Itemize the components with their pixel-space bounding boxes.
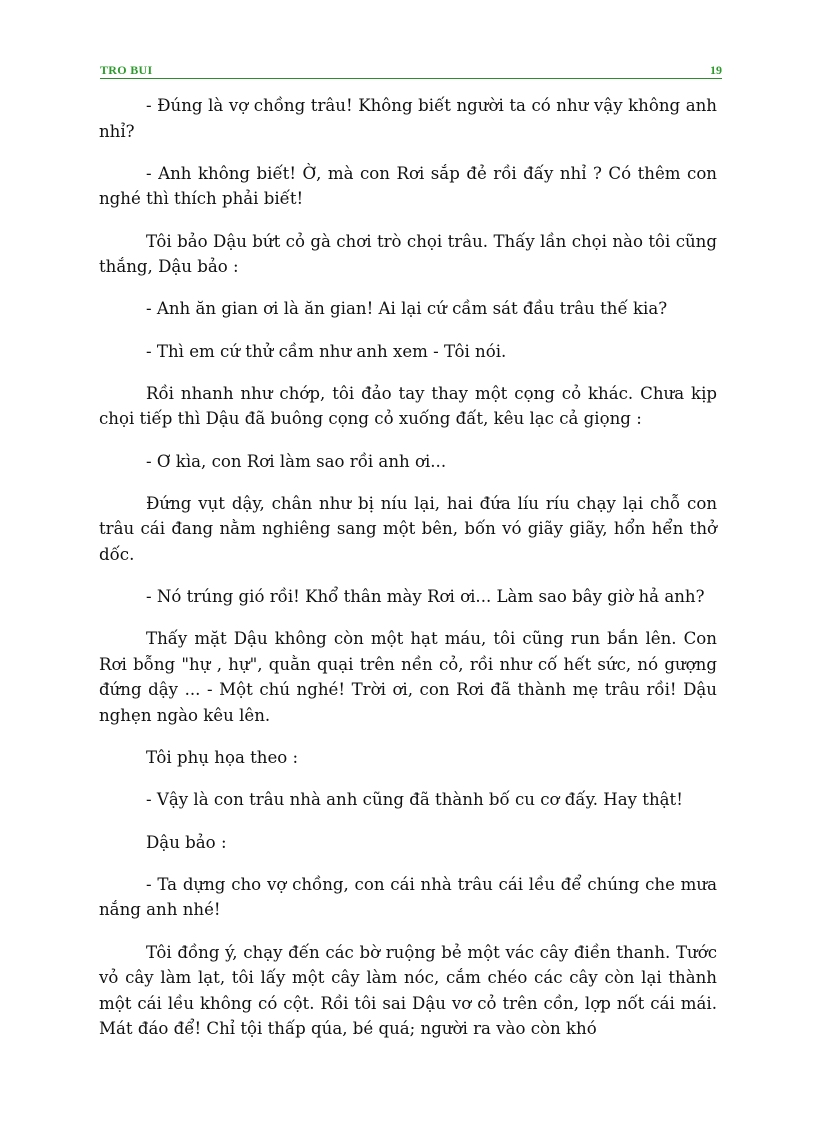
paragraph: - Vậy là con trâu nhà anh cũng đã thành bố cu cơ đấy. Hay thật! (146, 790, 683, 810)
paragraph: - Anh không biết! Ờ, mà con Rơi sắp đẻ rồi đấy nhỉ ? Có thêm con nghé thì thích phải biết! (99, 163, 717, 209)
paragraph: Dậu bảo : (146, 832, 227, 852)
paragraph: - Thì em cứ thử cầm như anh xem - Tôi nói. (146, 341, 507, 361)
paragraph: Đứng vụt dậy, chân như bị níu lại, hai đứa líu ríu chạy lại chỗ con trâu cái đang nằm nghiêng sang một bên, bốn vó giãy giãy, hổn hển thở dốc. (99, 493, 717, 564)
book-title: TRO BUI (100, 63, 153, 77)
page-number: 19 (710, 63, 722, 77)
paragraph: Thấy mặt Dậu không còn một hạt máu, tôi cũng run bắn lên. Con Rơi bỗng "hự , hự", quằn quại trên nền cỏ, rồi như cố hết sức, nó gượng đứng dậy ... - Một chú nghé! Trời ơi, con Rơi đã thành mẹ trâu rồi! Dậu nghẹn ngào kêu lên. (99, 629, 717, 726)
paragraph: Tôi đồng ý, chạy đến các bờ ruộng bẻ một vác cây điền thanh. Tước vỏ cây làm lạt, tôi lấy một cây làm nóc, cắm chéo các cây còn lại thành một cái lều không có cột. Rồi tôi sai Dậu vơ cỏ trên cồn, lợp nốt cái mái. Mát đáo để! Chỉ tội thấp qúa, bé quá; người ra vào còn khó (99, 942, 717, 1039)
paragraph: Rồi nhanh như chớp, tôi đảo tay thay một cọng cỏ khác. Chưa kịp chọi tiếp thì Dậu đã buông cọng cỏ xuống đất, kêu lạc cả giọng : (99, 383, 717, 429)
paragraph: - Đúng là vợ chồng trâu! Không biết người ta có như vậy không anh nhỉ? (99, 96, 717, 141)
paragraph: Tôi bảo Dậu bứt cỏ gà chơi trò chọi trâu. Thấy lần chọi nào tôi cũng thắng, Dậu bảo : (99, 231, 717, 277)
running-header (100, 62, 722, 79)
paragraph: - Nó trúng gió rồi! Khổ thân mày Rơi ơi... Làm sao bây giờ hả anh? (146, 587, 705, 607)
paragraph: - Anh ăn gian ơi là ăn gian! Ai lại cứ cầm sát đầu trâu thế kia? (146, 299, 668, 319)
paragraph: Tôi phụ họa theo : (146, 748, 299, 768)
paragraph: - Ta dựng cho vợ chồng, con cái nhà trâu cái lều để chúng che mưa nắng anh nhé! (99, 874, 717, 920)
body-text (99, 93, 717, 1059)
paragraph: - Ơ kìa, con Rơi làm sao rồi anh ơi... (146, 451, 447, 471)
